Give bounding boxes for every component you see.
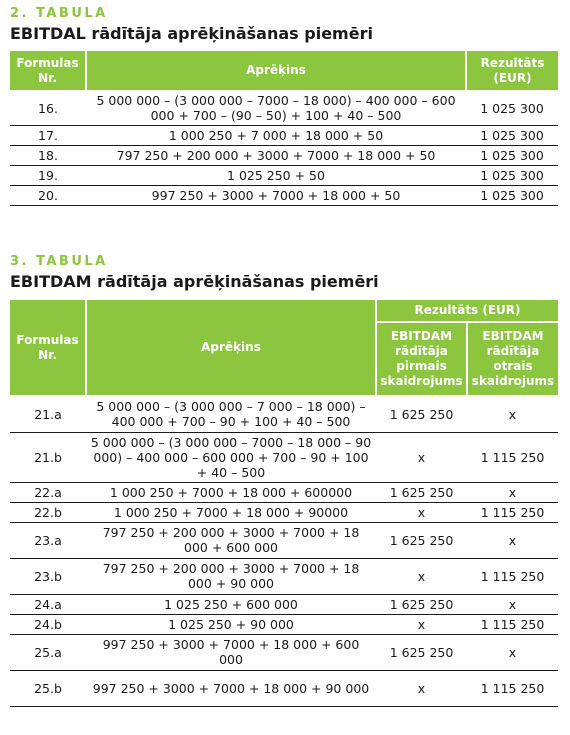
table-row — [10, 185, 558, 205]
table-2-label: 2. TABULA — [10, 6, 108, 21]
formula-number: 16. — [10, 91, 86, 125]
result-value: 1 025 300 — [466, 165, 558, 185]
calculation-header: Aprēķins — [86, 300, 376, 396]
second-result: 1 115 250 — [467, 558, 558, 594]
table-row — [10, 502, 558, 522]
formula-number: 21.b — [10, 432, 86, 482]
first-result: x — [376, 614, 467, 634]
result-group-header: Rezultāts (EUR) — [376, 300, 558, 322]
second-result: 1 115 250 — [467, 670, 558, 706]
first-result: 1 625 250 — [376, 522, 467, 558]
result-value: 1 025 300 — [466, 125, 558, 145]
calculation: 5 000 000 – (3 000 000 – 7000 – 18 000 – 90 000) – 400 000 – 600 000 + 700 – 90 + 100 + 40 – 500 — [86, 432, 376, 482]
table-header-row — [10, 300, 558, 322]
ebitdal-table — [10, 51, 558, 206]
second-explanation-header: EBITDAM rādītāja otrais skaidrojums — [467, 322, 558, 396]
formula-number: 20. — [10, 185, 86, 205]
calculation: 997 250 + 3000 + 7000 + 18 000 + 600 000 — [86, 634, 376, 670]
calculation: 997 250 + 3000 + 7000 + 18 000 + 90 000 — [86, 670, 376, 706]
second-result: x — [467, 634, 558, 670]
table-row — [10, 165, 558, 185]
formula-number: 23.a — [10, 522, 86, 558]
calculation: 797 250 + 200 000 + 3000 + 7000 + 18 000 + 90 000 — [86, 558, 376, 594]
table-row — [10, 614, 558, 634]
table-row — [10, 396, 558, 432]
calculation: 797 250 + 200 000 + 3000 + 7000 + 18 000 + 600 000 — [86, 522, 376, 558]
formula-number: 24.b — [10, 614, 86, 634]
first-result: 1 625 250 — [376, 482, 467, 502]
table-row — [10, 594, 558, 614]
formula-number: 19. — [10, 165, 86, 185]
table-row — [10, 522, 558, 558]
result-value: 1 025 300 — [466, 185, 558, 205]
calculation: 1 000 250 + 7000 + 18 000 + 90000 — [86, 502, 376, 522]
formula-number: 25.a — [10, 634, 86, 670]
calculation: 1 000 250 + 7000 + 18 000 + 600000 — [86, 482, 376, 502]
table-row — [10, 634, 558, 670]
result-header: Rezultāts (EUR) — [466, 51, 558, 91]
formula-number: 23.b — [10, 558, 86, 594]
second-result: 1 115 250 — [467, 614, 558, 634]
first-result: 1 625 250 — [376, 634, 467, 670]
table-header-row — [10, 51, 558, 91]
first-result: 1 625 250 — [376, 594, 467, 614]
first-result: x — [376, 558, 467, 594]
first-result: x — [376, 502, 467, 522]
calculation: 5 000 000 – (3 000 000 – 7 000 – 18 000) – 400 000 + 700 – 90 + 100 + 40 – 500 — [86, 396, 376, 432]
calculation: 997 250 + 3000 + 7000 + 18 000 + 50 — [86, 185, 466, 205]
second-result: x — [467, 594, 558, 614]
calculation: 1 025 250 + 90 000 — [86, 614, 376, 634]
second-result: x — [467, 522, 558, 558]
second-result: 1 115 250 — [467, 432, 558, 482]
table-row — [10, 91, 558, 125]
ebitdam-table — [10, 300, 558, 707]
calculation-header: Aprēķins — [86, 51, 466, 91]
table-row — [10, 558, 558, 594]
formula-number: 17. — [10, 125, 86, 145]
first-result: 1 625 250 — [376, 396, 467, 432]
table-row — [10, 670, 558, 706]
formula-number: 21.a — [10, 396, 86, 432]
second-result: 1 115 250 — [467, 502, 558, 522]
formula-number: 25.b — [10, 670, 86, 706]
second-result: x — [467, 482, 558, 502]
table-3-label: 3. TABULA — [10, 254, 108, 269]
table-row — [10, 482, 558, 502]
table-row — [10, 125, 558, 145]
result-value: 1 025 300 — [466, 145, 558, 165]
formula-number: 22.b — [10, 502, 86, 522]
formula-number: 24.a — [10, 594, 86, 614]
table-2-title: EBITDAL rādītāja aprēķināšanas piemēri — [10, 24, 373, 43]
formula-number: 22.a — [10, 482, 86, 502]
first-result: x — [376, 432, 467, 482]
calculation: 1 025 250 + 50 — [86, 165, 466, 185]
calculation: 797 250 + 200 000 + 3000 + 7000 + 18 000 + 50 — [86, 145, 466, 165]
table-row — [10, 145, 558, 165]
calculation: 1 025 250 + 600 000 — [86, 594, 376, 614]
second-result: x — [467, 396, 558, 432]
table-3-title: EBITDAM rādītāja aprēķināšanas piemēri — [10, 272, 379, 291]
first-explanation-header: EBITDAM rādītāja pirmais skaidrojums — [376, 322, 467, 396]
formula-number-header: Formulas Nr. — [10, 300, 86, 396]
calculation: 5 000 000 – (3 000 000 – 7000 – 18 000) – 400 000 – 600 000 + 700 – (90 – 50) + 100 + 40 – 500 — [86, 91, 466, 125]
first-result: x — [376, 670, 467, 706]
table-row — [10, 432, 558, 482]
calculation: 1 000 250 + 7 000 + 18 000 + 50 — [86, 125, 466, 145]
formula-number-header: Formulas Nr. — [10, 51, 86, 91]
result-value: 1 025 300 — [466, 91, 558, 125]
formula-number: 18. — [10, 145, 86, 165]
